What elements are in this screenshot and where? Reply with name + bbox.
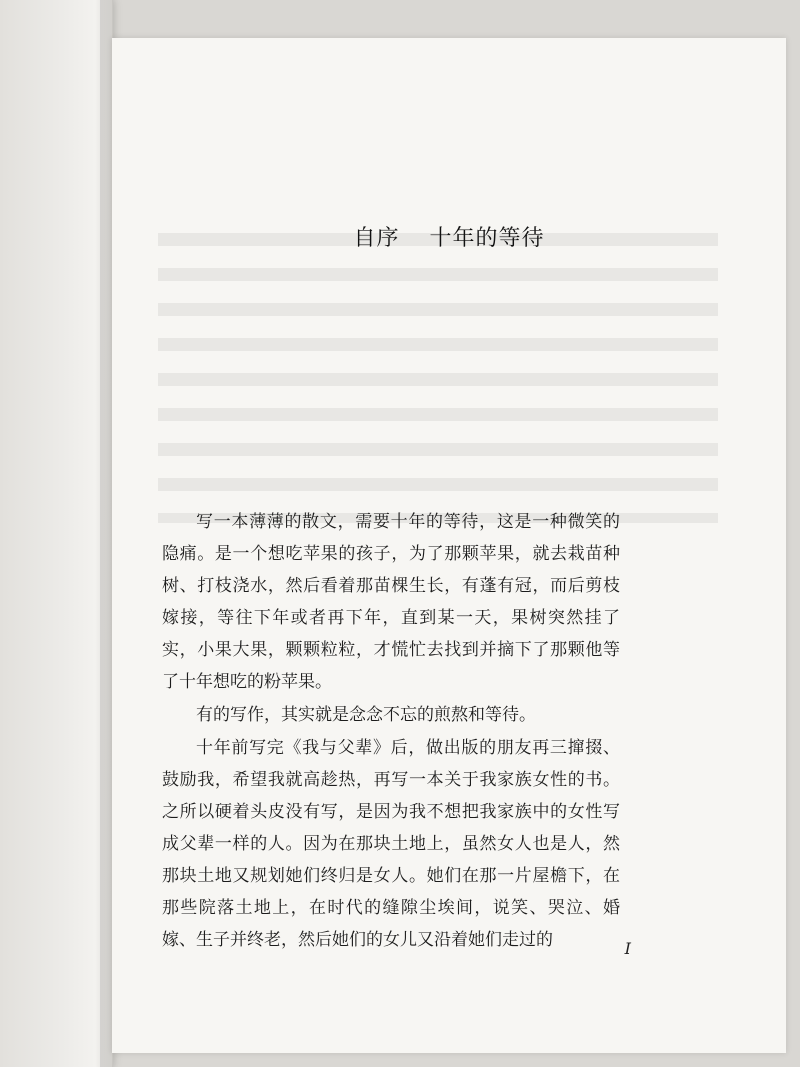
title-preface-label: 自序 [353, 226, 400, 251]
book-page [112, 38, 786, 1053]
show-through-text [158, 233, 718, 523]
paragraph-3: 十年前写完《我与父辈》后，做出版的朋友再三撺掇、鼓励我，希望我就高趁热，再写一本关于我家族女性的书。之所以硬着头皮没有写，是因为我不想把我家族中的女性写成父辈一样的人。因为在那块土地上，虽然女人也是人，然那块土地又规划她们终归是女人。她们在那一片屋檐下，在那些院落土地上，在时代的缝隙尘埃间，说笑、哭泣、婚嫁、生子并终老，然后她们的女儿又沿着她们走过的 [162, 738, 620, 950]
chapter-title [112, 221, 786, 252]
body-text [162, 506, 620, 956]
title-main: 十年的等待 [429, 226, 545, 251]
left-page-edge [0, 0, 113, 1067]
paragraph-2: 有的写作，其实就是念念不忘的煎熬和等待。 [196, 705, 536, 725]
paragraph-1: 写一本薄薄的散文，需要十年的等待，这是一种微笑的隐痛。是一个想吃苹果的孩子，为了那颗苹果，就去栽苗种树、打枝浇水，然后看着那苗棵生长，有蓬有冠，而后剪枝嫁接，等往下年或者再下年，直到某一天，果树突然挂了实，小果大果，颗颗粒粒，才慌忙去找到并摘下了那颗他等了十年想吃的粉苹果。 [162, 512, 620, 692]
page-number: I [624, 939, 631, 958]
